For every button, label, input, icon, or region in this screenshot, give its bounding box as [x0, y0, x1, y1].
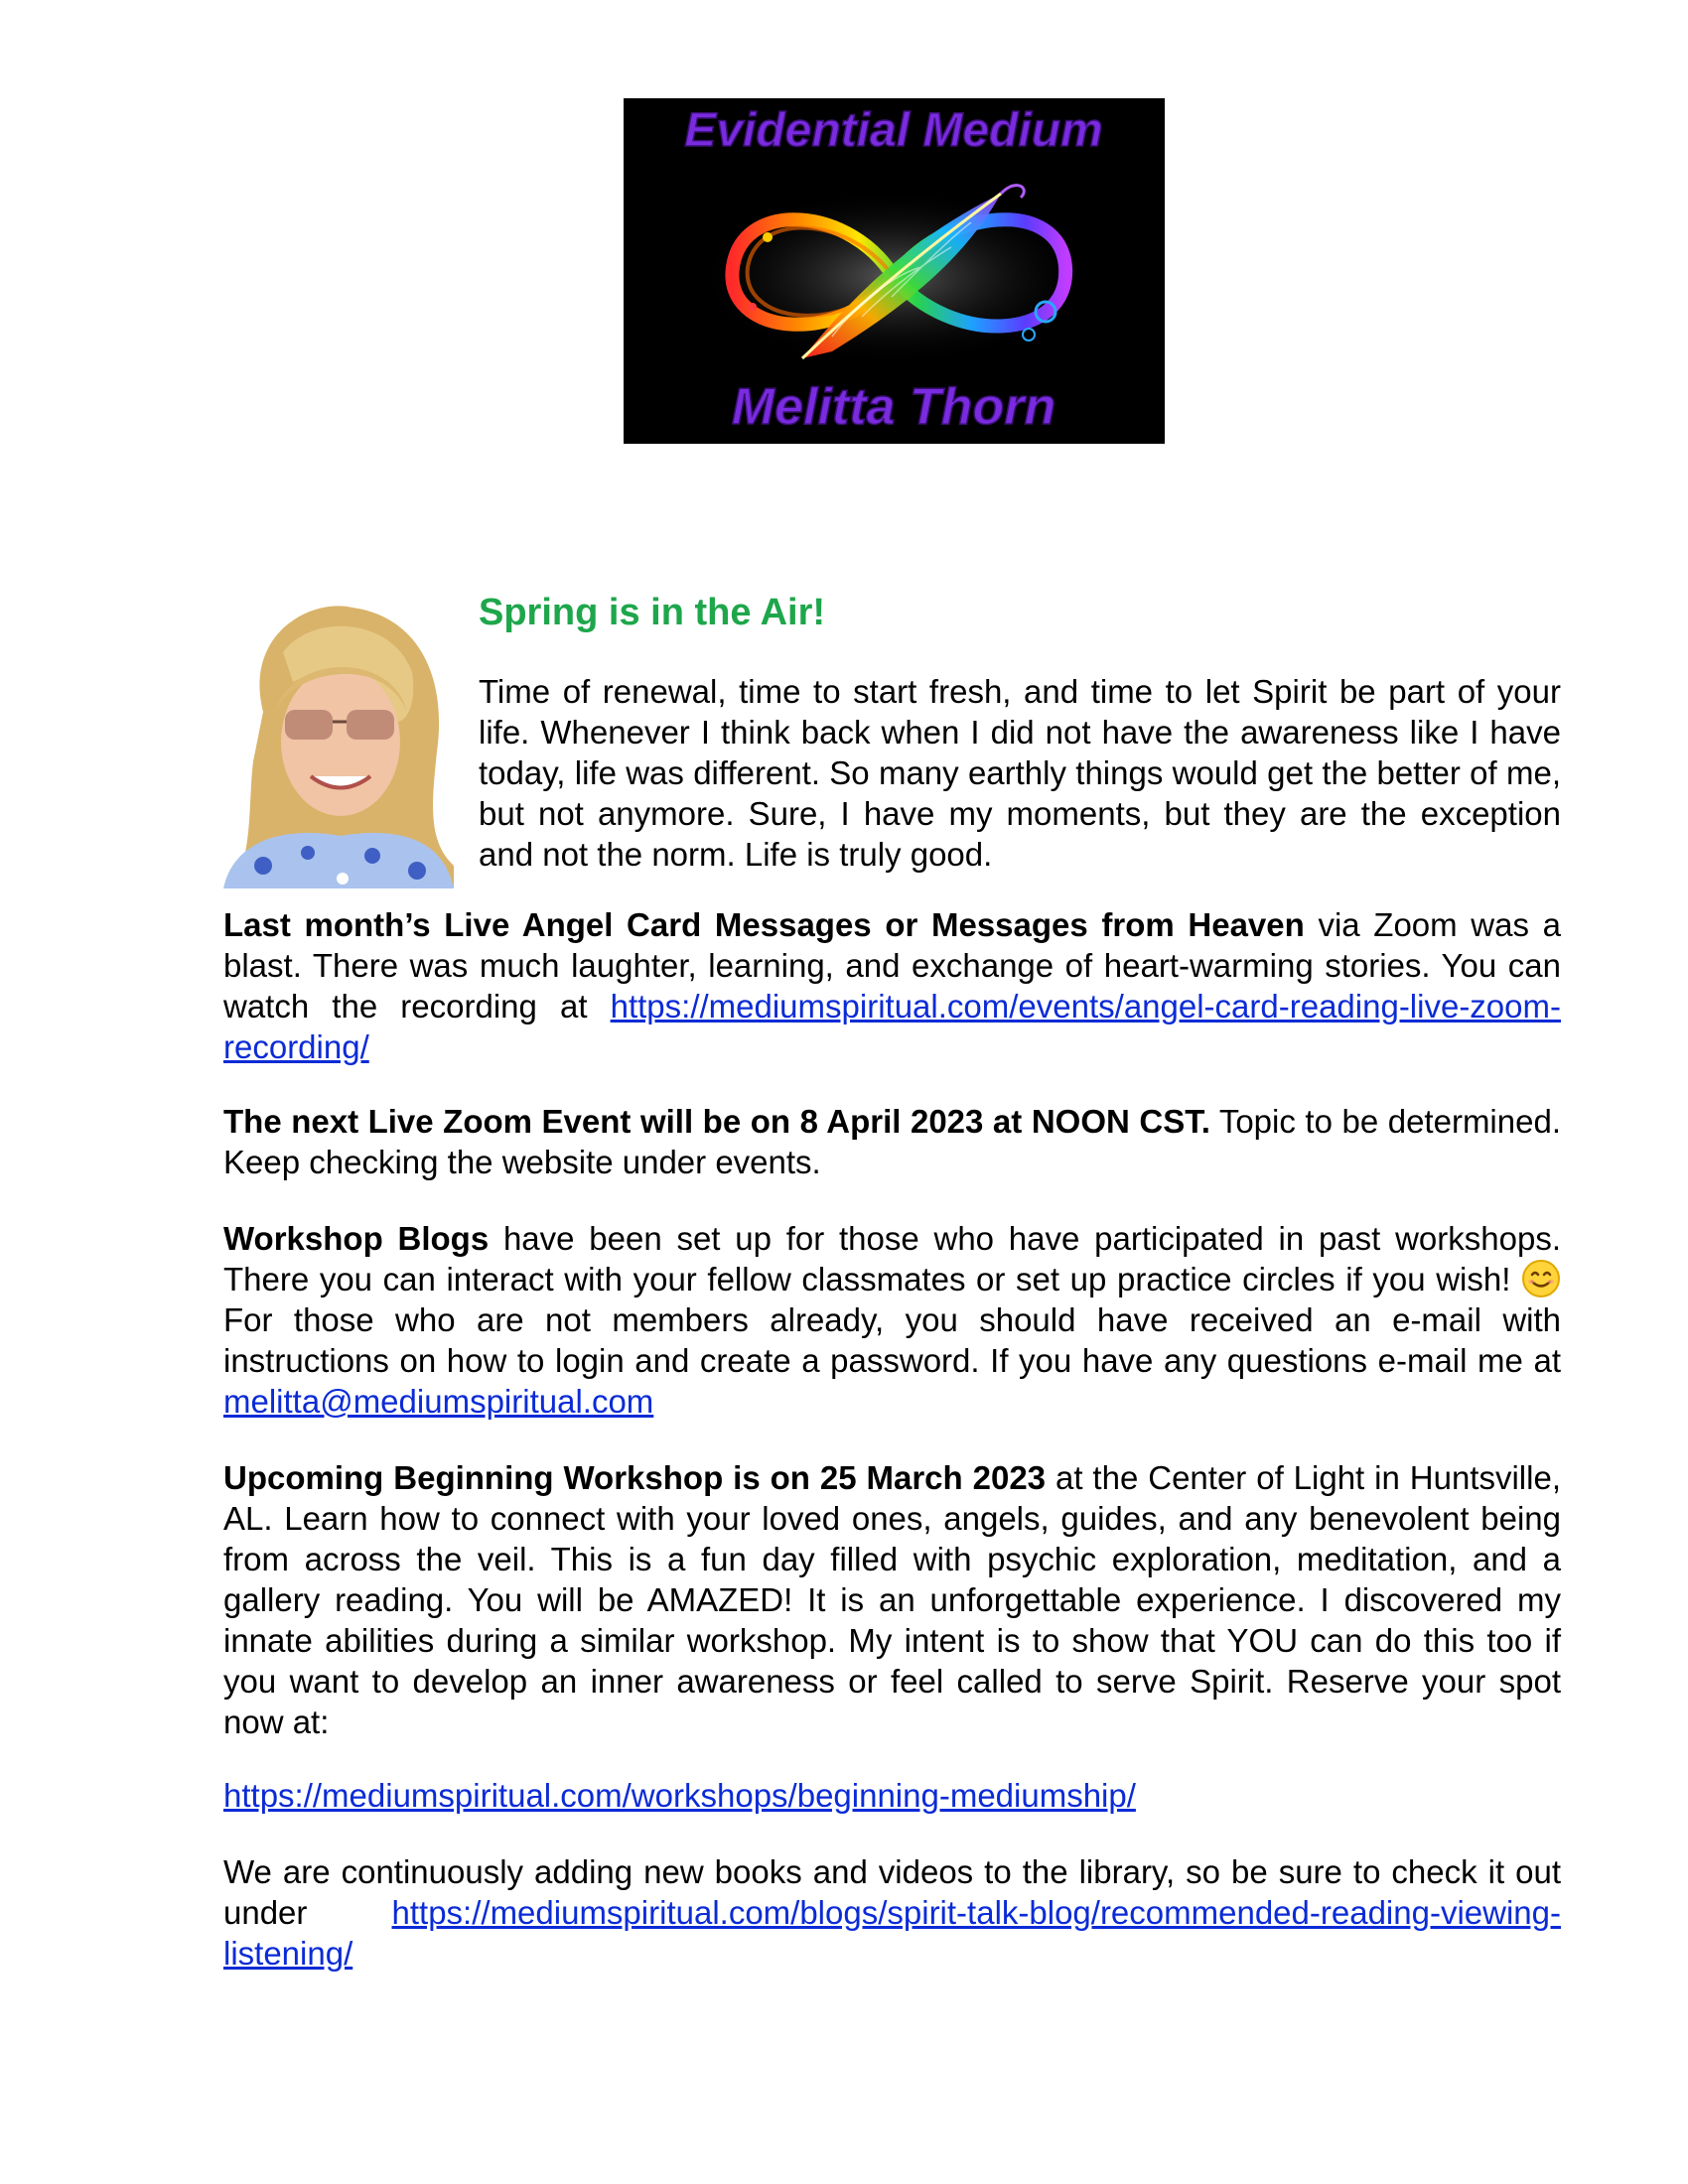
- rainbow-infinity-feather-icon: [695, 186, 1092, 366]
- workshop-link-paragraph: [223, 1775, 1561, 1816]
- next-zoom-bold: The next Live Zoom Event will be on 8 April 2023 at NOON CST.: [223, 1103, 1210, 1140]
- smiling-face-icon: [1521, 1259, 1561, 1298]
- workshop-blogs-text-b: For those who are not members already, you should have received an e-mail with instructions on how to login and create a password. If you have any questions e-mail me at: [223, 1301, 1561, 1379]
- next-zoom-paragraph: [223, 1101, 1561, 1182]
- logo-line-2: Melitta Thorn: [731, 378, 1056, 436]
- angel-card-text: via Zoom was a blast. There was much laughter, learning, and exchange of heart-warming stories. You can watch the recording at: [223, 906, 1561, 1024]
- logo-line-1: Evidential Medium: [684, 104, 1103, 157]
- beginning-workshop-bold: Upcoming Beginning Workshop is on 25 March 2023: [223, 1459, 1047, 1496]
- intro-paragraph: Time of renewal, time to start fresh, and time to let Spirit be part of your life. Whenever I think back when I did not have the awareness like I have today, life was different. So many earthly things would get the better of me, but not anymore. Sure, I have my moments, but they are the exception and not the norm. Life is truly good.: [479, 673, 1561, 873]
- recording-link[interactable]: https://mediumspiritual.com/events/angel-card-reading-live-zoom-recording/: [223, 988, 1561, 1065]
- recommended-reading-link[interactable]: https://mediumspiritual.com/blogs/spirit-talk-blog/recommended-reading-viewing-listening/: [223, 1894, 1561, 1972]
- evidential-medium-logo: [624, 98, 1165, 444]
- library-text: We are continuously adding new books and videos to the library, so be sure to check it out under: [223, 1853, 1561, 1931]
- angel-card-paragraph: [223, 904, 1561, 1067]
- workshop-blogs-bold: Workshop Blogs: [223, 1220, 490, 1257]
- beginning-workshop-text: at the Center of Light in Huntsville, AL. Learn how to connect with your loved ones, angels, guides, and any benevolent being from across the veil. This is a fun day filled with psychic exploration, meditation, and a gallery reading. You will be AMAZED! It is an unforgettable experience. I discovered my innate abilities during a similar workshop. My intent is to show that YOU can do this too if you want to develop an inner awareness or feel called to serve Spirit. Reserve your spot now at:: [223, 1459, 1561, 1740]
- beginning-workshop-paragraph: [223, 1457, 1561, 1742]
- workshop-blogs-paragraph: [223, 1218, 1561, 1422]
- email-link[interactable]: melitta@mediumspiritual.com: [223, 1383, 654, 1420]
- section-heading: Spring is in the Air!: [479, 592, 826, 633]
- next-zoom-text: Topic to be determined. Keep checking the website under events.: [223, 1103, 1561, 1180]
- library-paragraph: [223, 1851, 1561, 1974]
- workshop-blogs-text-a: have been set up for those who have participated in past workshops. There you can interact with your fellow classmates or set up practice circles if you wish!: [223, 1220, 1561, 1297]
- angel-card-bold: Last month’s Live Angel Card Messages or Messages from Heaven: [223, 906, 1305, 943]
- portrait-photo: [223, 593, 454, 888]
- beginning-mediumship-link[interactable]: https://mediumspiritual.com/workshops/beginning-mediumship/: [223, 1777, 1136, 1814]
